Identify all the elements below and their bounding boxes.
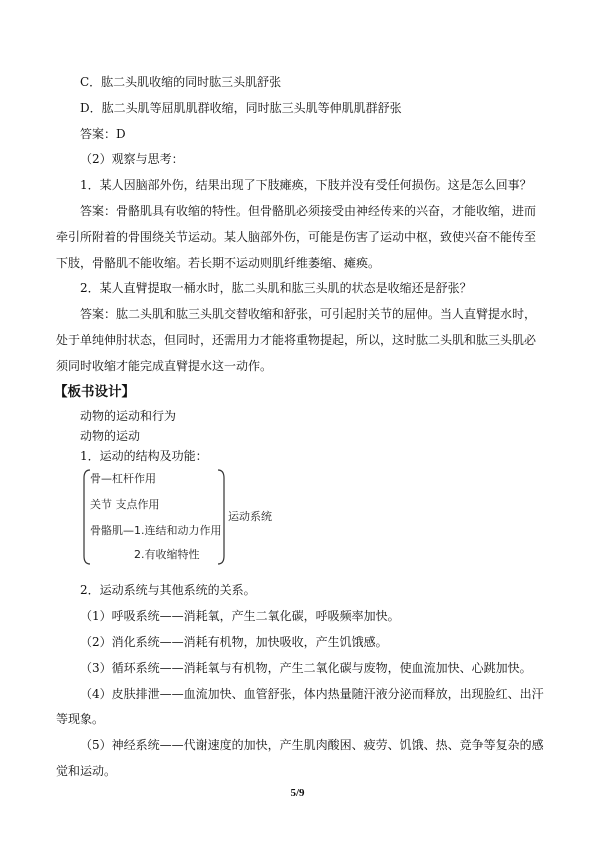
option-c: C．肱二头肌收缩的同时肱三头肌舒张 xyxy=(80,75,282,89)
answer-2-line-3: 下肢，骨骼肌不能收缩。若长期不运动则肌纤维萎缩、瘫痪。 xyxy=(56,256,381,270)
diagram-joint: 关节 支点作用 xyxy=(90,498,160,511)
nervous-system-line-2: 觉和运动。 xyxy=(56,764,117,778)
answer-2-line-2: 牵引所附着的骨围绕关节运动。某人脑部外伤，可能是伤害了运动中枢，致使兴奋不能传至 xyxy=(56,230,537,244)
option-d: D．肱二头肌等屈肌肌群收缩，同时肱三头肌等伸肌肌群舒张 xyxy=(80,101,402,115)
page-number: 5/9 xyxy=(290,787,305,799)
answer-3-line-2: 处于单纯伸肘状态，但同时，还需用力才能将重物提起，所以，这时肱二头肌和肱三头肌必 xyxy=(56,333,537,347)
diagram-muscle: 骨骼肌—1.连结和动力作用 xyxy=(90,524,222,537)
circulatory-system: （3）循环系统——消耗氧与有机物，产生二氧化碳与废物，使血流加快、心跳加快。 xyxy=(80,661,532,675)
diagram-muscle-2: 2.有收缩特性 xyxy=(134,548,200,561)
observe-think-heading: （2）观察与思考： xyxy=(80,152,184,166)
skin-excretion-line-2: 等现象。 xyxy=(56,712,105,726)
structure-function-label: 1．运动的结构及功能： xyxy=(80,449,208,463)
board-title-1: 动物的运动和行为 xyxy=(80,409,177,423)
diagram-result: 运动系统 xyxy=(228,510,272,523)
diagram-bone: 骨—杠杆作用 xyxy=(90,472,156,485)
board-title-2: 动物的运动 xyxy=(80,429,141,443)
respiratory-system: （1）呼吸系统——消耗氧，产生二氧化碳，呼吸频率加快。 xyxy=(80,609,400,623)
nervous-system-line-1: （5）神经系统——代谢速度的加快，产生肌肉酸困、疲劳、饥饿、热、竞争等复杂的感 xyxy=(80,738,544,752)
question-2: 2．某人直臂提取一桶水时，肱二头肌和肱三头肌的状态是收缩还是舒张？ xyxy=(80,281,472,295)
answer-2-line-1: 答案：骨骼肌具有收缩的特性。但骨骼肌必须接受由神经传来的兴奋，才能收缩，进而 xyxy=(80,204,537,218)
section-heading: 【板书设计】 xyxy=(54,384,135,400)
skin-excretion-line-1: （4）皮肤排泄——血流加快、血管舒张，体内热量随汗液分泌而释放，出现脸红、出汗 xyxy=(80,687,544,701)
answer-3-line-3: 须同时收缩才能完成直臂提水这一动作。 xyxy=(56,359,273,373)
question-1: 1．某人因脑部外伤，结果出现了下肢瘫痪，下肢并没有受任何损伤。这是怎么回事？ xyxy=(80,178,532,192)
answer-3-line-1: 答案：肱二头肌和肱三头肌交替收缩和舒张，可引起肘关节的屈伸。当人直臂提水时， xyxy=(80,307,537,321)
digestive-system: （2）消化系统——消耗有机物，加快吸收，产生饥饿感。 xyxy=(80,635,388,649)
motion-system-diagram xyxy=(80,468,340,590)
answer-1: 答案：D xyxy=(80,127,126,141)
relationship-label: 2．运动系统与其他系统的关系。 xyxy=(80,583,256,597)
